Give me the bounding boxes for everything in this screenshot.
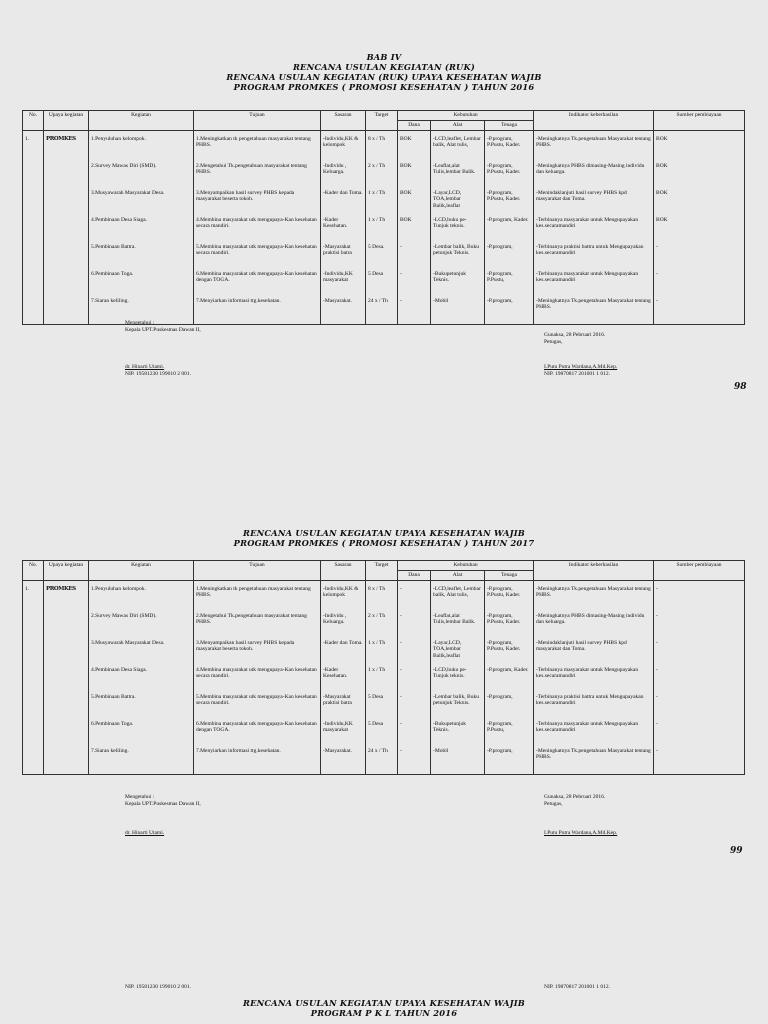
col-header-indikator: Indikator keberhasilan: [534, 111, 654, 131]
cell-kegiatan: 7.Siaran keliling.: [89, 297, 194, 325]
col-header-kebutuhan: Kebutuhan: [398, 561, 534, 571]
table-row: [23, 243, 745, 270]
signature-left-name: [125, 364, 191, 378]
cell-dana: -: [398, 297, 431, 325]
col-header-alat: Alat: [431, 120, 485, 130]
cell-kegiatan: 6.Pembinaan Toga.: [89, 270, 194, 297]
cell-alat: -Bukupetunjuk Teknis.: [431, 720, 485, 747]
cell-indikator: -Terbinanya masyarakat untuk Mengupayakan kes.secaramandiri: [534, 270, 654, 297]
table-row: [23, 189, 745, 216]
cell-target: 5 Desa: [366, 270, 398, 297]
cell-no: [23, 297, 44, 325]
cell-tujuan: 7.Menyiarkan informasi ttg.kesehatan.: [194, 297, 321, 325]
cell-target: 5 Desa: [366, 693, 398, 720]
cell-alat: -Lembar balik, Buku petunjuk Teknis.: [431, 243, 485, 270]
cell-target: 1 x / Th: [366, 666, 398, 693]
cell-upaya: [44, 297, 89, 325]
cell-dana: BOK: [398, 189, 431, 216]
cell-target: 2 x / Th: [366, 162, 398, 189]
cell-sumber: -: [654, 720, 745, 747]
cell-dana: BOK: [398, 216, 431, 243]
cell-sumber: -: [654, 639, 745, 666]
cell-kegiatan: 3.Musyawarah Masyarakat Desa.: [89, 639, 194, 666]
page-number: 98: [734, 382, 747, 392]
table-row: [23, 720, 745, 747]
cell-dana: -: [398, 580, 431, 612]
cell-indikator: -Meningkatnya Tk.pengetahuan Masyarakat tentang PHBS.: [534, 580, 654, 612]
cell-no: [23, 666, 44, 693]
cell-tujuan: 3.Menyampaikan hasil survey PHBS kepada masyarakat beserta tokoh.: [194, 639, 321, 666]
cell-alat: -Mobil: [431, 747, 485, 775]
col-header-dana: Dana: [398, 570, 431, 580]
page-title: [0, 998, 768, 1018]
table-row: [23, 216, 745, 243]
cell-tujuan: 4.Membina masyarakat utk mengupaya-Kan kesehatan secara mandiri.: [194, 666, 321, 693]
cell-dana: -: [398, 747, 431, 775]
cell-upaya: [44, 639, 89, 666]
cell-indikator: -Terbinanya praktisi battra untuk Mengupayakan kes.secaramandiri: [534, 243, 654, 270]
cell-alat: -Bukupetunjuk Teknis.: [431, 270, 485, 297]
cell-tenaga: -P.program, Kader.: [485, 216, 534, 243]
cell-kegiatan: 7.Siaran keliling.: [89, 747, 194, 775]
cell-no: [23, 720, 44, 747]
kepala-name: dr. Hinarti Utami.: [125, 830, 165, 836]
cell-upaya: [44, 216, 89, 243]
signature-left: [125, 794, 201, 808]
cell-alat: -Leaflat,alat Tulis,lembar Balik.: [431, 612, 485, 639]
signature-left-name: [125, 830, 164, 837]
cell-sumber: BOK: [654, 162, 745, 189]
cell-upaya: [44, 747, 89, 775]
cell-upaya: [44, 162, 89, 189]
cell-upaya: [44, 243, 89, 270]
cell-indikator: -Terbinanya masyarakat untuk Mengupayakan kes.secaramandiri: [534, 216, 654, 243]
col-header-no: No.: [23, 111, 44, 131]
cell-upaya: [44, 189, 89, 216]
cell-tujuan: 2.Mengetahui Tk.pengetahuan masyarakat tentang PHBS.: [194, 162, 321, 189]
cell-alat: -LCD,buku pe-Tunjuk teknis.: [431, 216, 485, 243]
place-date: Gunaksa, 28 Pebruari 2016.: [544, 332, 606, 338]
cell-target: 1 x / Th: [366, 216, 398, 243]
col-header-dana: Dana: [398, 120, 431, 130]
cell-sumber: -: [654, 580, 745, 612]
cell-indikator: -Terbinanya masyarakat untuk Mengupayakan kes.secaramandiri: [534, 666, 654, 693]
cell-tenaga: -P.program, P.Pustu, Kader.: [485, 162, 534, 189]
cell-target: 5 Desa.: [366, 243, 398, 270]
col-header-sumber: Sumber pembiayaan: [654, 561, 745, 581]
page-title: [0, 52, 768, 92]
cell-indikator: -Menindaklanjuti hasil survey PHBS kpd masyarakat dan Toma.: [534, 639, 654, 666]
col-header-tenaga: Tenaga: [485, 570, 534, 580]
table-row: [23, 612, 745, 639]
cell-indikator: -Meningkatnya PHBS dimasing-Masing individu dan keluarga.: [534, 612, 654, 639]
cell-indikator: -Meningkatnya Tk.pengetahuan Masyarakat tentang PHBS.: [534, 747, 654, 775]
cell-target: 2 x / Th: [366, 612, 398, 639]
page-title: [0, 528, 768, 548]
ruk-title: RENCANA USULAN KEGIATAN (RUK): [292, 62, 476, 72]
cell-dana: -: [398, 612, 431, 639]
cell-target: 24 x / Th: [366, 747, 398, 775]
cell-dana: -: [398, 720, 431, 747]
cell-sasaran: -Kader Kesehatan.: [321, 666, 366, 693]
kepala-name: dr. Hinarti Utami.: [125, 364, 165, 370]
cell-kegiatan: 5.Pembinaan Battra.: [89, 693, 194, 720]
cell-tenaga: -P.program,: [485, 747, 534, 775]
cell-target: 5 Desa: [366, 720, 398, 747]
cell-target: 1 x / Th: [366, 189, 398, 216]
cell-tujuan: 5.Membina masyarakat utk mengupaya-Kan kesehatan secara mandiri.: [194, 243, 321, 270]
cell-dana: -: [398, 270, 431, 297]
cell-kegiatan: 2.Survey Mawas Diri (SMD).: [89, 612, 194, 639]
col-header-no: No.: [23, 561, 44, 581]
col-header-target: Target: [366, 111, 398, 131]
signature-right-name: [544, 830, 617, 837]
cell-dana: -: [398, 666, 431, 693]
cell-no: [23, 162, 44, 189]
cell-tenaga: -P.program,: [485, 243, 534, 270]
cell-sasaran: -Individu,KK & kelompok: [321, 130, 366, 162]
cell-alat: -LCD,leaflet, Lembar balik, Alat tulis,: [431, 580, 485, 612]
chapter-title: BAB IV: [366, 52, 402, 62]
cell-sumber: BOK: [654, 189, 745, 216]
cell-no: [23, 639, 44, 666]
table-row: [23, 693, 745, 720]
cell-indikator: -Meningkatnya Tk.pengetahuan Masyarakat tentang PHBS.: [534, 297, 654, 325]
cell-sumber: -: [654, 297, 745, 325]
cell-kegiatan: 3.Musyawarah Masyarakat Desa.: [89, 189, 194, 216]
petugas-title: Petugas,: [544, 339, 563, 345]
cell-upaya: [44, 270, 89, 297]
cell-sasaran: -Masyarakat praktisi batra: [321, 693, 366, 720]
kepala-nip: NIP. 19581230 199010 2 001.: [125, 984, 192, 990]
cell-dana: -: [398, 693, 431, 720]
col-header-indikator: Indikator keberhasilan: [534, 561, 654, 581]
col-header-kegiatan: Kegiatan: [89, 111, 194, 131]
cell-sasaran: -Masyarakat.: [321, 297, 366, 325]
cell-upaya: [44, 666, 89, 693]
cell-tujuan: 1.Meningkatkan tk pengetahuan masyarakat tentang PHBS.: [194, 580, 321, 612]
cell-indikator: -Menindaklanjuti hasil survey PHBS kpd masyarakat dan Toma.: [534, 189, 654, 216]
cell-target: 8 x / Th: [366, 130, 398, 162]
cell-kegiatan: 6.Pembinaan Toga.: [89, 720, 194, 747]
cell-tenaga: -P.program, P.Pustu,: [485, 720, 534, 747]
signature-right: [544, 794, 605, 808]
cell-target: 1 x / Th: [366, 639, 398, 666]
ruk-table: [22, 110, 745, 325]
mengetahui-label: Mengetahui :: [125, 794, 155, 800]
cell-sasaran: -Kader dan Toma.: [321, 639, 366, 666]
table-row: [23, 747, 745, 775]
cell-sumber: -: [654, 612, 745, 639]
cell-kegiatan: 1.Penyuluhan kelompok.: [89, 130, 194, 162]
cell-alat: -Mobil: [431, 297, 485, 325]
program-title: PROGRAM P K L TAHUN 2016: [310, 1008, 458, 1018]
cell-tujuan: 6.Membina masyarakat utk mengupaya-Kan kesehatan dengan TOGA.: [194, 270, 321, 297]
signature-right: [544, 332, 605, 346]
cell-target: 24 x / Th: [366, 297, 398, 325]
cell-sasaran: -Individu,KK masyarakat: [321, 270, 366, 297]
cell-alat: -Layar,LCD, TOA,lembar Balik,leaflat: [431, 639, 485, 666]
cell-kegiatan: 4.Pembinaan Desa Siaga.: [89, 216, 194, 243]
program-title: PROGRAM PROMKES ( PROMOSI KESEHATAN ) TAHUN 2017: [233, 538, 535, 548]
cell-kegiatan: 5.Pembinaan Battra.: [89, 243, 194, 270]
cell-sasaran: -Individu,KK masyarakat: [321, 720, 366, 747]
signature-left: [125, 320, 201, 334]
cell-indikator: -Terbinanya praktisi battra untuk Mengupayakan kes.secaramandiri: [534, 693, 654, 720]
cell-alat: -LCD,buku pe-Tunjuk teknis.: [431, 666, 485, 693]
cell-sumber: BOK: [654, 130, 745, 162]
cell-sasaran: -Individu , Keluarga.: [321, 162, 366, 189]
cell-sumber: -: [654, 270, 745, 297]
col-header-tujuan: Tujuan: [194, 111, 321, 131]
cell-no: [23, 189, 44, 216]
kepala-nip: NIP. 19581230 199010 2 001.: [125, 371, 192, 377]
cell-tenaga: -P.program,: [485, 693, 534, 720]
cell-alat: -Lembar balik, Buku petunjuk Teknis.: [431, 693, 485, 720]
cell-upaya: PROMKES: [44, 130, 89, 162]
cell-alat: -LCD,leaflet, Lembar balik, Alat tulis,: [431, 130, 485, 162]
table-row: [23, 666, 745, 693]
cell-tenaga: -P.program, Kader.: [485, 666, 534, 693]
cell-sasaran: -Masyarakat praktisi batra: [321, 243, 366, 270]
table-row: [23, 130, 745, 162]
cell-target: 8 x / Th: [366, 580, 398, 612]
cell-sasaran: -Masyarakat.: [321, 747, 366, 775]
cell-upaya: PROMKES: [44, 580, 89, 612]
cell-tujuan: 5.Membina masyarakat utk mengupaya-Kan kesehatan secara mandiri.: [194, 693, 321, 720]
cell-sumber: -: [654, 243, 745, 270]
cell-upaya: [44, 612, 89, 639]
cell-indikator: -Meningkatnya Tk.pengetahuan Masyarakat tentang PHBS.: [534, 130, 654, 162]
signature-right-name: [544, 364, 617, 378]
kepala-title: Kepala UPT.Puskesmas Dawan II,: [125, 327, 201, 333]
cell-tujuan: 3.Menyampaikan hasil survey PHBS kepada masyarakat beserta tokoh.: [194, 189, 321, 216]
document-page-98: [0, 52, 768, 392]
cell-tenaga: -P.program, P.Pustu, Kader.: [485, 189, 534, 216]
col-header-tujuan: Tujuan: [194, 561, 321, 581]
cell-tujuan: 4.Membina masyarakat utk mengupaya-Kan kesehatan secara mandiri.: [194, 216, 321, 243]
mengetahui-label: Mengetahui :: [125, 320, 155, 326]
cell-sasaran: -Kader Kesehatan.: [321, 216, 366, 243]
kepala-title: Kepala UPT.Puskesmas Dawan II,: [125, 801, 201, 807]
program-title: PROGRAM PROMKES ( PROMOSI KESEHATAN ) TAHUN 2016: [233, 82, 535, 92]
cell-dana: BOK: [398, 162, 431, 189]
page-number: 99: [730, 846, 743, 856]
cell-alat: -Layar,LCD, TOA,lembar Balik,leaflat: [431, 189, 485, 216]
cell-no: 1.: [23, 580, 44, 612]
col-header-upaya: Upaya kegiatan: [44, 111, 89, 131]
cell-upaya: [44, 693, 89, 720]
cell-tenaga: -P.program, P.Pustu, Kader.: [485, 639, 534, 666]
cell-sumber: -: [654, 666, 745, 693]
cell-no: [23, 612, 44, 639]
cell-no: [23, 747, 44, 775]
place-date: Gunaksa, 28 Pebruari 2016.: [544, 794, 606, 800]
cell-no: [23, 270, 44, 297]
table-row: [23, 580, 745, 612]
col-header-kegiatan: Kegiatan: [89, 561, 194, 581]
cell-tujuan: 1.Meningkatkan tk pengetahuan masyarakat tentang PHBS.: [194, 130, 321, 162]
cell-upaya: [44, 720, 89, 747]
cell-tenaga: -P.program, P.Pustu, Kader.: [485, 580, 534, 612]
col-header-tenaga: Tenaga: [485, 120, 534, 130]
cell-tenaga: -P.program, P.Pustu,: [485, 270, 534, 297]
petugas-nip: NIP. 19870817 201001 1 012.: [544, 984, 611, 990]
cell-tenaga: -P.program, P.Pustu, Kader.: [485, 130, 534, 162]
table-row: [23, 270, 745, 297]
table-row: [23, 162, 745, 189]
cell-tujuan: 7.Menyiarkan informasi ttg.kesehatan.: [194, 747, 321, 775]
cell-sumber: BOK: [654, 216, 745, 243]
cell-sasaran: -Individu , Keluarga.: [321, 612, 366, 639]
cell-kegiatan: 2.Survey Mawas Diri (SMD).: [89, 162, 194, 189]
cell-sasaran: -Kader dan Toma.: [321, 189, 366, 216]
ruk-table: [22, 560, 745, 775]
cell-dana: -: [398, 243, 431, 270]
ruk-subtitle: RENCANA USULAN KEGIATAN (RUK) UPAYA KESEHATAN WAJIB: [226, 72, 542, 82]
cell-sumber: -: [654, 693, 745, 720]
col-header-kebutuhan: Kebutuhan: [398, 111, 534, 121]
cell-dana: BOK: [398, 130, 431, 162]
cell-tenaga: -P.program,: [485, 297, 534, 325]
cell-no: [23, 243, 44, 270]
ruk-title: RENCANA USULAN KEGIATAN UPAYA KESEHATAN WAJIB: [242, 528, 526, 538]
cell-tujuan: 2.Mengetahui Tk.pengetahuan masyarakat tentang PHBS.: [194, 612, 321, 639]
petugas-name: I.Putu Putra Wardana,A.Md.Kep.: [544, 830, 618, 836]
cell-no: [23, 693, 44, 720]
cell-sumber: -: [654, 747, 745, 775]
cell-dana: -: [398, 639, 431, 666]
cell-tenaga: -P.program, P.Pustu, Kader.: [485, 612, 534, 639]
col-header-target: Target: [366, 561, 398, 581]
table-row: [23, 639, 745, 666]
petugas-name: I.Putu Putra Wardana,A.Md.Kep.: [544, 364, 618, 370]
cell-indikator: -Meningkatnya PHBS dimasing-Masing individu dan keluarga.: [534, 162, 654, 189]
petugas-nip: NIP. 19870817 201001 1 012.: [544, 371, 611, 377]
cell-kegiatan: 4.Pembinaan Desa Siaga.: [89, 666, 194, 693]
cell-kegiatan: 1.Penyuluhan kelompok.: [89, 580, 194, 612]
cell-sasaran: -Individu,KK & kelompok: [321, 580, 366, 612]
col-header-sasaran: Sasaran: [321, 111, 366, 131]
col-header-sumber: Sumber pembiayaan: [654, 111, 745, 131]
ruk-title: RENCANA USULAN KEGIATAN UPAYA KESEHATAN WAJIB: [242, 998, 526, 1008]
col-header-upaya: Upaya kegiatan: [44, 561, 89, 581]
cell-tujuan: 6.Membina masyarakat utk mengupaya-Kan kesehatan dengan TOGA.: [194, 720, 321, 747]
cell-no: 1.: [23, 130, 44, 162]
cell-indikator: -Terbinanya masyarakat untuk Mengupayakan kes.secaramandiri: [534, 720, 654, 747]
cell-no: [23, 216, 44, 243]
document-page-99: [0, 528, 768, 856]
col-header-sasaran: Sasaran: [321, 561, 366, 581]
col-header-alat: Alat: [431, 570, 485, 580]
petugas-title: Petugas,: [544, 801, 563, 807]
cell-alat: -Leaflat,alat Tulis,lembar Balik.: [431, 162, 485, 189]
